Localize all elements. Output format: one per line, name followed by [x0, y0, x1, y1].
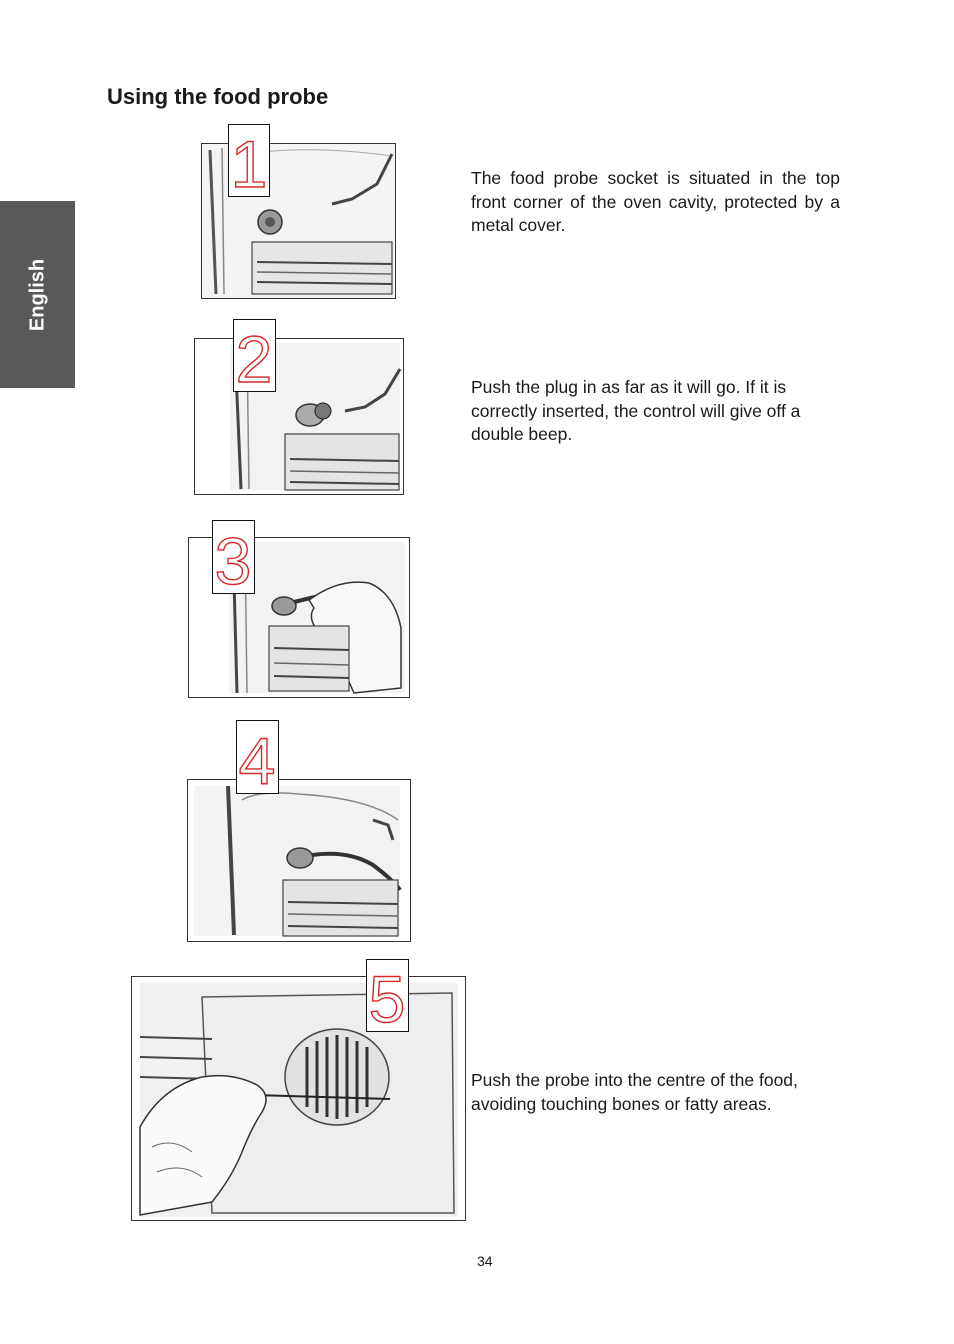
step-4-number	[236, 720, 279, 794]
svg-text:3: 3	[214, 524, 252, 593]
step-5-photo	[131, 976, 466, 1221]
step-3-number	[212, 520, 255, 594]
svg-text:5: 5	[368, 962, 406, 1031]
step-1-description: The food probe socket is situated in the top front corner of the oven cavity, protected by a metal cover.	[471, 168, 840, 235]
step-1-number	[228, 124, 270, 197]
step-2-description: Push the plug in as far as it will go. If it is correctly inserted, the control will give off a double beep.	[471, 377, 801, 444]
step-5-number	[366, 959, 409, 1032]
language-tab	[0, 201, 75, 388]
language-tab-label: English	[26, 258, 48, 331]
svg-text:1: 1	[230, 127, 268, 196]
step-5-description: Push the probe into the centre of the food, avoiding touching bones or fatty areas.	[471, 1070, 798, 1114]
section-title: Using the food probe	[107, 84, 329, 109]
step-2-photo	[194, 338, 404, 495]
page-number: 34	[477, 1253, 493, 1269]
step-2-number	[233, 319, 276, 392]
svg-text:4: 4	[238, 724, 276, 793]
step-4-photo	[187, 779, 411, 942]
svg-text:2: 2	[235, 322, 273, 391]
